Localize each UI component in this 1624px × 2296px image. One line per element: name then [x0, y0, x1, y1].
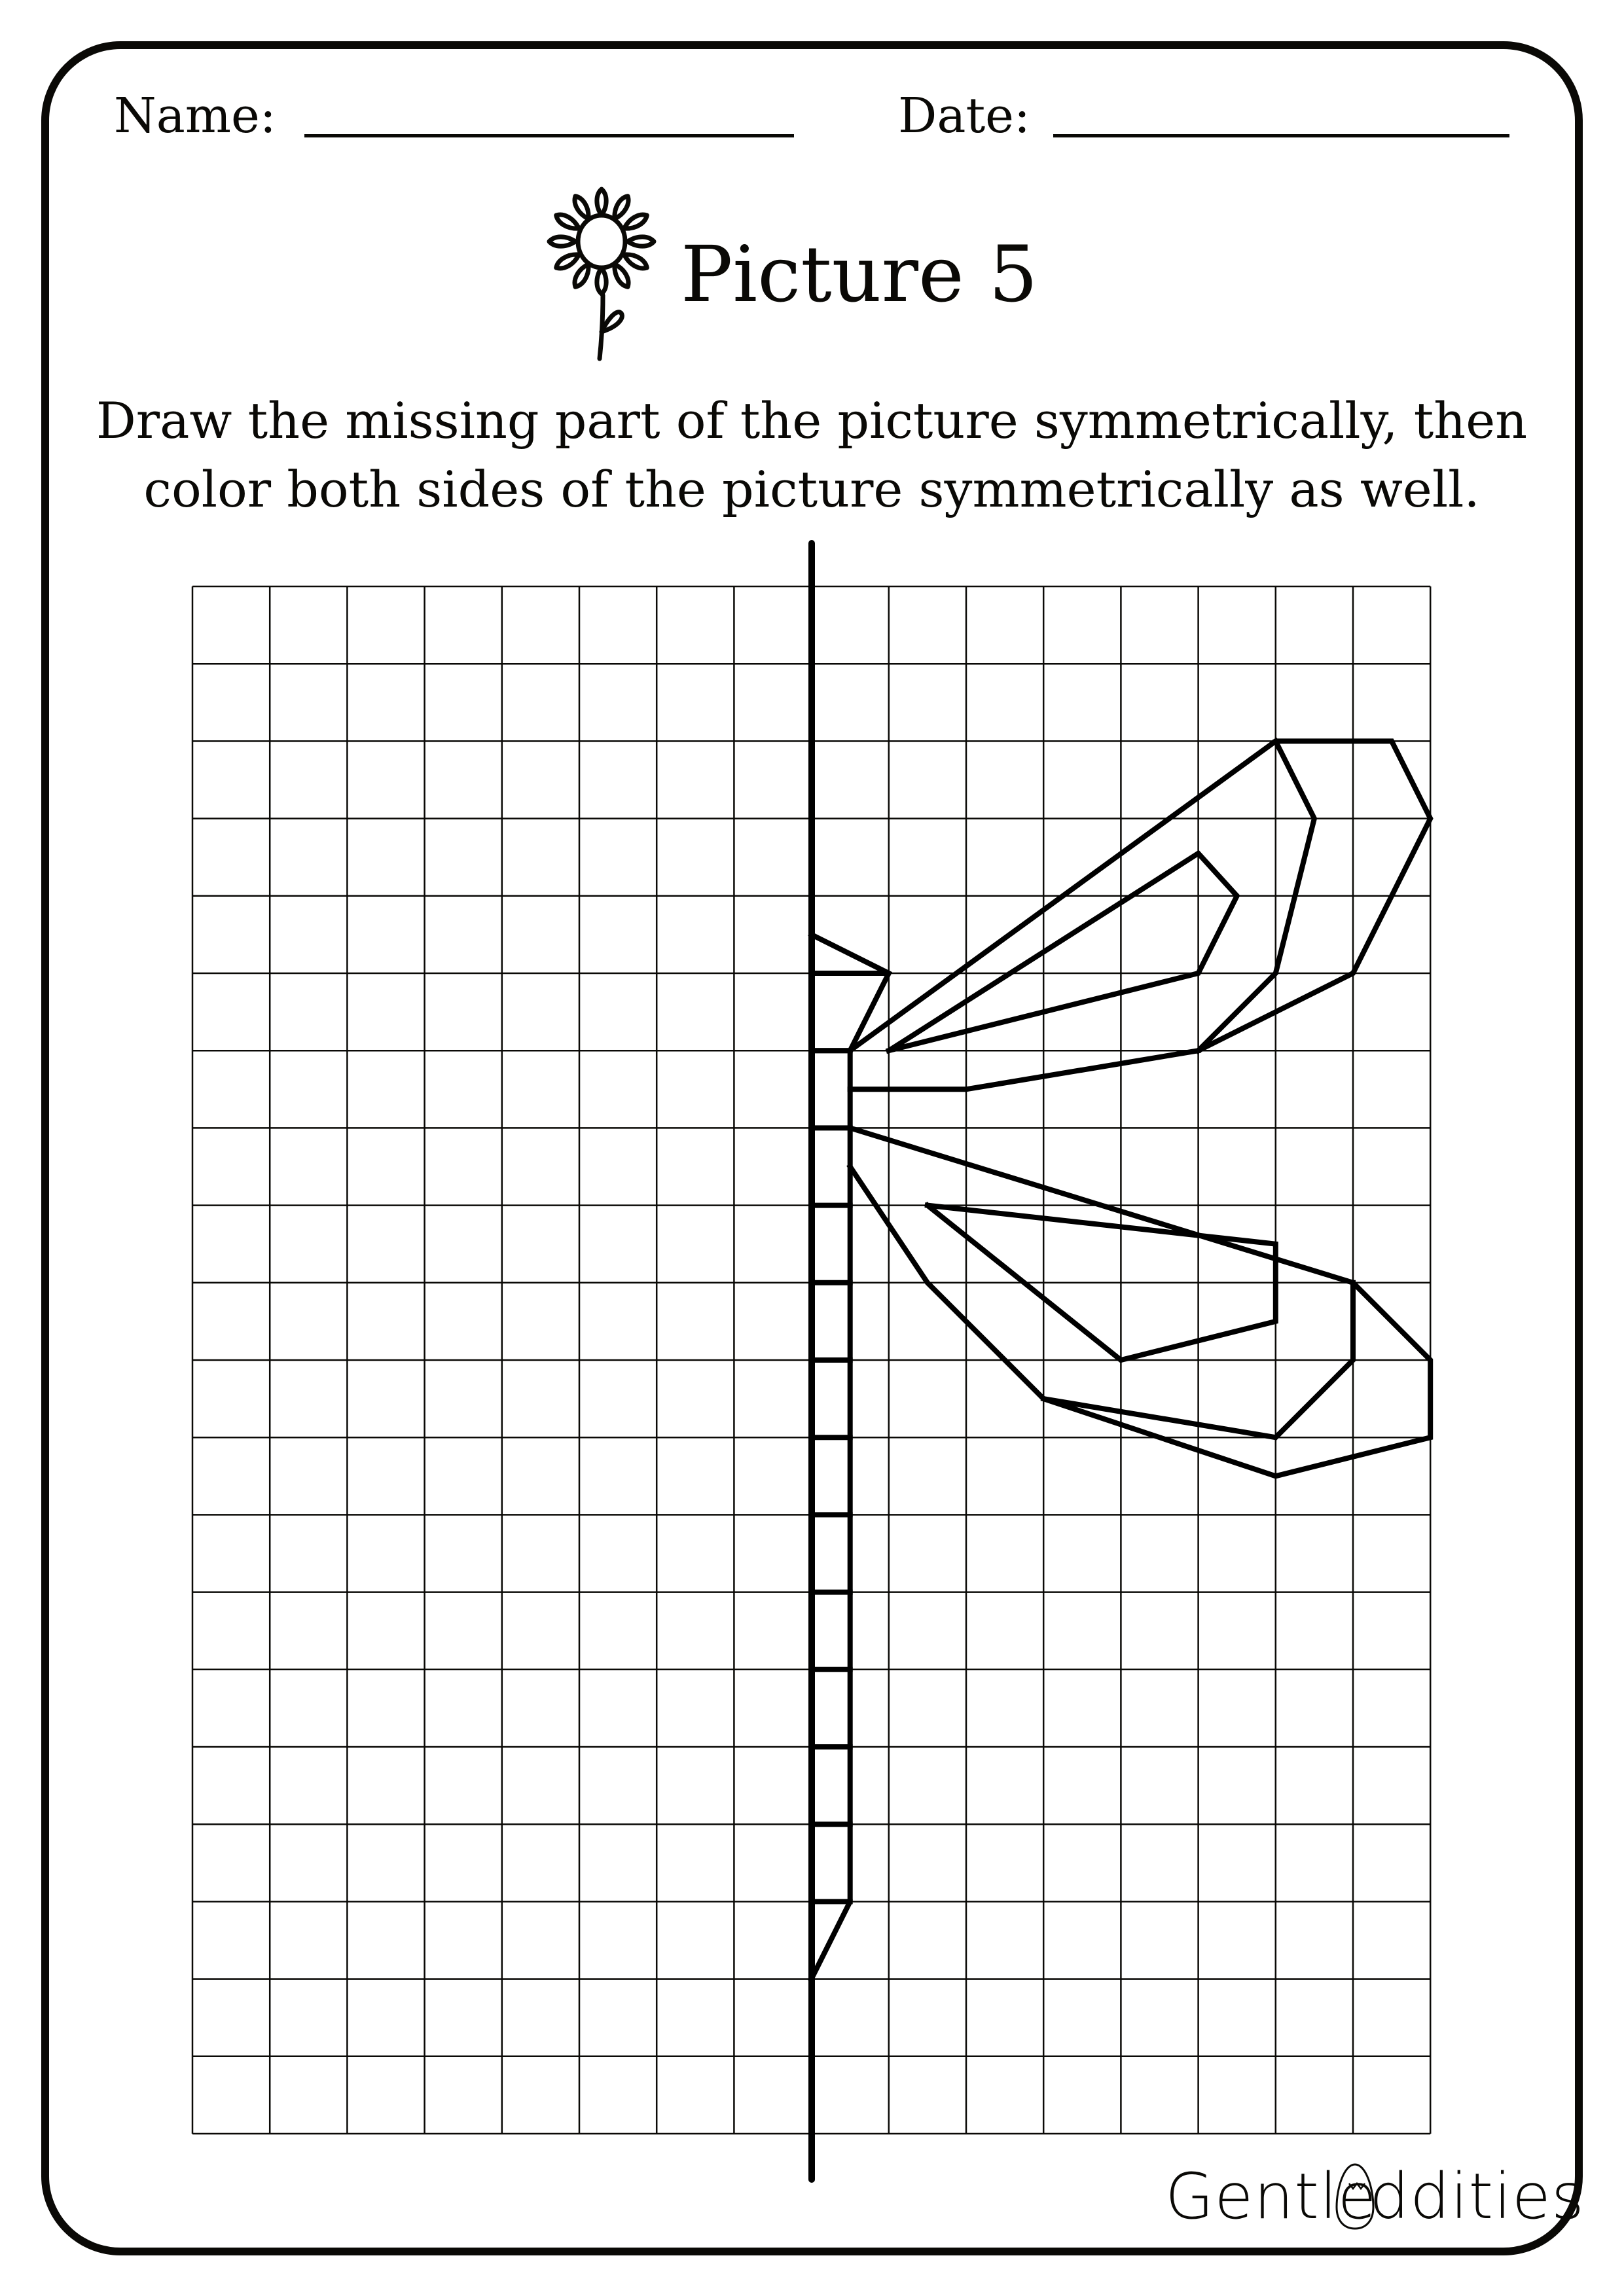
instructions [65, 386, 1558, 524]
name-field[interactable] [304, 134, 794, 137]
date-label: Date: [898, 88, 1030, 144]
brand-logo [1165, 2160, 1585, 2233]
date-field[interactable] [1053, 134, 1509, 137]
instructions-line-1: Draw the missing part of the picture symmetrically, then [96, 391, 1528, 450]
name-label: Name: [114, 88, 276, 144]
flower-icon [547, 187, 658, 363]
brand-text-right: ddities [1369, 2160, 1585, 2233]
brand-text-left: Gentle [1165, 2160, 1377, 2233]
instructions-line-2: color both sides of the picture symmetrically as well. [143, 460, 1480, 518]
grid[interactable] [192, 586, 1430, 2134]
page-title: Picture 5 [681, 229, 1038, 319]
